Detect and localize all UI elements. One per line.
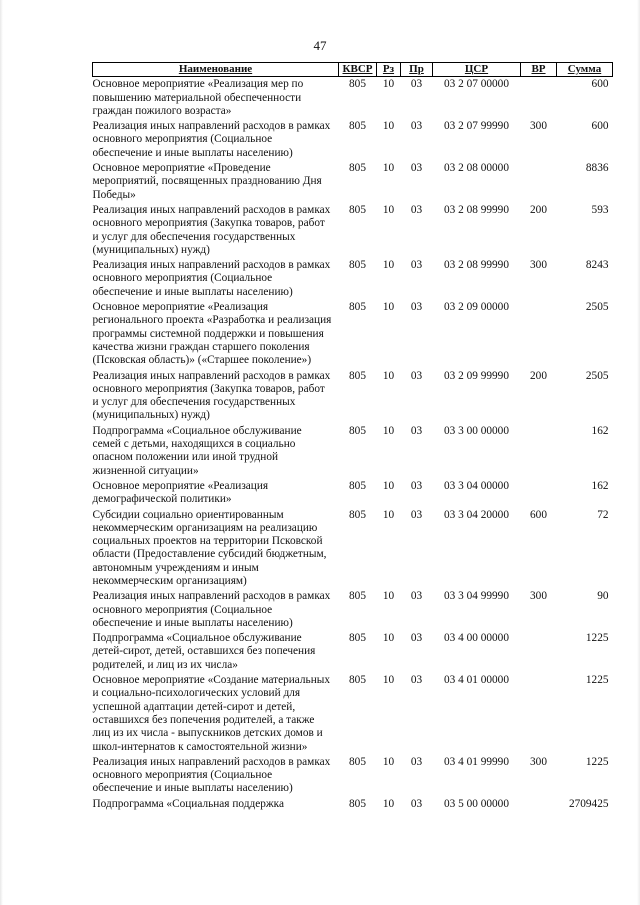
row-sum-cell: 72 (597, 508, 609, 521)
row-rz-cell: 10 (382, 797, 395, 810)
row-name-cell: Реализация иных направлений расходов в рамках основного мероприятия (Закупка товаров, работ и услуг для обеспечения государственных (муниципальных) нужд) (92, 369, 331, 422)
row-pr-cell: 03 (410, 797, 423, 810)
table-row (93, 631, 613, 673)
header-csr: ЦСР (433, 63, 521, 77)
row-sum-cell: 8836 (585, 162, 609, 175)
row-vr-cell (521, 479, 557, 508)
row-pr-cell: 03 (410, 369, 423, 382)
row-name-cell: Основное мероприятие «Реализация демографической политики» (92, 479, 269, 506)
header-sum: Сумма (557, 63, 613, 77)
row-csr-cell: 03 3 04 99990 (444, 590, 509, 603)
row-kvsr-cell: 805 (349, 590, 366, 603)
table-row (93, 258, 613, 300)
row-kvsr-cell: 805 (349, 755, 366, 768)
scan-edge-left (0, 0, 3, 905)
table-row (93, 508, 613, 590)
row-rz-cell: 10 (382, 479, 395, 492)
row-sum-cell: 2505 (585, 369, 609, 382)
row-sum-cell: 593 (591, 203, 609, 216)
row-sum-cell: 1225 (585, 674, 609, 687)
row-name-cell: Подпрограмма «Социальное обслуживание семей с детьми, находящихся в социально опасном положении или иной трудной жизненной ситуации» (92, 424, 302, 477)
row-name-cell: Субсидии социально ориентированным некоммерческим организациям на реализацию социальных проектов на территории Псковской области (Предоставление субсидий бюджетным, автономным учреждениям и иным некоммерческим организациям) (92, 508, 327, 587)
row-name-cell: Реализация иных направлений расходов в рамках основного мероприятия (Социальное обеспечение и иные выплаты населению) (92, 590, 331, 629)
row-sum-cell: 162 (591, 479, 609, 492)
row-vr-cell: 200 (530, 203, 547, 216)
row-vr-cell (521, 300, 557, 368)
row-rz-cell: 10 (382, 674, 395, 687)
row-vr-cell (521, 161, 557, 203)
row-rz-cell: 10 (382, 632, 395, 645)
row-kvsr-cell: 805 (349, 203, 366, 216)
row-pr-cell: 03 (410, 674, 423, 687)
budget-table (92, 62, 613, 812)
row-kvsr-cell: 805 (349, 632, 366, 645)
row-vr-cell (521, 673, 557, 755)
row-rz-cell: 10 (382, 203, 395, 216)
row-pr-cell: 03 (410, 78, 423, 91)
row-sum-cell: 8243 (585, 259, 609, 272)
row-kvsr-cell: 805 (349, 259, 366, 272)
row-csr-cell: 03 3 00 00000 (444, 424, 509, 437)
row-sum-cell: 162 (591, 424, 609, 437)
table-row (93, 203, 613, 258)
row-rz-cell: 10 (382, 424, 395, 437)
row-sum-cell: 90 (597, 590, 609, 603)
row-csr-cell: 03 2 09 99990 (444, 369, 509, 382)
row-kvsr-cell: 805 (349, 120, 366, 133)
row-vr-cell: 200 (530, 369, 547, 382)
table-row (93, 77, 613, 119)
row-pr-cell: 03 (410, 508, 423, 521)
row-name-cell: Реализация иных направлений расходов в рамках основного мероприятия (Социальное обеспечение и иные выплаты населению) (92, 120, 331, 159)
row-name-cell: Реализация иных направлений расходов в рамках основного мероприятия (Закупка товаров, работ и услуг для обеспечения государственных (муниципальных) нужд) (92, 203, 331, 256)
table-row (93, 300, 613, 368)
row-kvsr-cell: 805 (349, 369, 366, 382)
row-rz-cell: 10 (382, 120, 395, 133)
row-name-cell: Подпрограмма «Социальное обслуживание детей-сирот, детей, оставшихся без попечения родителей, и лиц из их числа» (92, 632, 316, 671)
row-vr-cell: 300 (530, 120, 547, 133)
table-row (93, 755, 613, 797)
table-row (93, 369, 613, 424)
row-csr-cell: 03 2 09 00000 (444, 301, 509, 314)
row-sum-cell: 1225 (585, 755, 609, 768)
row-kvsr-cell: 805 (349, 162, 366, 175)
row-sum-cell: 600 (591, 120, 609, 133)
row-rz-cell: 10 (382, 755, 395, 768)
row-vr-cell: 300 (530, 259, 547, 272)
row-sum-cell: 1225 (585, 632, 609, 645)
row-vr-cell (521, 77, 557, 119)
row-vr-cell (521, 631, 557, 673)
row-csr-cell: 03 2 08 99990 (444, 203, 509, 216)
table-row (93, 479, 613, 508)
row-pr-cell: 03 (410, 162, 423, 175)
row-kvsr-cell: 805 (349, 674, 366, 687)
row-vr-cell (521, 424, 557, 479)
row-csr-cell: 03 3 04 00000 (444, 479, 509, 492)
row-pr-cell: 03 (410, 632, 423, 645)
row-kvsr-cell: 805 (349, 508, 366, 521)
budget-table-wrap (92, 62, 612, 812)
row-pr-cell: 03 (410, 479, 423, 492)
header-rz: Рз (377, 63, 401, 77)
row-pr-cell: 03 (410, 203, 423, 216)
table-row (93, 797, 613, 812)
row-csr-cell: 03 2 07 99990 (444, 120, 509, 133)
row-name-cell: Реализация иных направлений расходов в рамках основного мероприятия (Социальное обеспечение и иные выплаты населению) (92, 259, 331, 298)
row-kvsr-cell: 805 (349, 479, 366, 492)
row-rz-cell: 10 (382, 508, 395, 521)
row-kvsr-cell: 805 (349, 424, 366, 437)
row-vr-cell (521, 797, 557, 812)
header-vr: ВР (521, 63, 557, 77)
row-kvsr-cell: 805 (349, 301, 366, 314)
row-pr-cell: 03 (410, 590, 423, 603)
row-pr-cell: 03 (410, 259, 423, 272)
table-row (93, 119, 613, 161)
row-rz-cell: 10 (382, 369, 395, 382)
row-name-cell: Реализация иных направлений расходов в рамках основного мероприятия (Социальное обеспечение и иные выплаты населению) (92, 755, 331, 795)
row-name-cell: Подпрограмма «Социальная поддержка (92, 797, 284, 810)
row-rz-cell: 10 (382, 162, 395, 175)
row-csr-cell: 03 4 01 00000 (444, 674, 509, 687)
row-rz-cell: 10 (382, 78, 395, 91)
row-csr-cell: 03 4 00 00000 (444, 632, 509, 645)
table-row (93, 161, 613, 203)
row-pr-cell: 03 (410, 120, 423, 133)
table-row (93, 673, 613, 755)
header-name: Наименование (93, 63, 339, 77)
row-sum-cell: 2505 (585, 301, 609, 314)
row-sum-cell: 600 (591, 78, 609, 91)
table-header-row (93, 63, 613, 77)
row-rz-cell: 10 (382, 259, 395, 272)
row-rz-cell: 10 (382, 590, 395, 603)
row-name-cell: Основное мероприятие «Реализация регионального проекта «Разработка и реализация программы системной поддержки и повышения качества жизни граждан старшего поколения (Псковская область)» («Старшее поколение») (92, 301, 332, 367)
row-csr-cell: 03 2 08 00000 (444, 162, 509, 175)
row-name-cell: Основное мероприятие «Реализация мер по повышению материальной обеспеченности граждан пожилого возраста» (92, 78, 304, 117)
row-name-cell: Основное мероприятие «Проведение мероприятий, посвященных празднованию Дня Победы» (92, 162, 322, 201)
table-row (93, 424, 613, 479)
row-csr-cell: 03 5 00 00000 (444, 797, 509, 810)
row-rz-cell: 10 (382, 301, 395, 314)
row-vr-cell: 300 (530, 590, 547, 603)
row-pr-cell: 03 (410, 301, 423, 314)
row-csr-cell: 03 3 04 20000 (444, 508, 509, 521)
row-csr-cell: 03 4 01 99990 (444, 755, 509, 768)
header-kvsr: КВСР (339, 63, 377, 77)
row-csr-cell: 03 2 07 00000 (444, 78, 509, 91)
page-number: 47 (313, 38, 327, 53)
row-kvsr-cell: 805 (349, 78, 366, 91)
row-name-cell: Основное мероприятие «Создание материальных и социально-психологических условий для успешной адаптации детей-сирот и детей, оставшихся без попечения родителей, а также лиц из их числа - выпускников детских домов и школ-интернатов к самостоятельной жизни» (92, 674, 330, 753)
table-row (93, 589, 613, 631)
row-vr-cell: 600 (530, 508, 547, 521)
row-vr-cell: 300 (530, 755, 547, 768)
row-csr-cell: 03 2 08 99990 (444, 259, 509, 272)
row-pr-cell: 03 (410, 755, 423, 768)
row-pr-cell: 03 (410, 424, 423, 437)
row-sum-cell: 2709425 (568, 797, 609, 810)
header-pr: Пр (401, 63, 433, 77)
row-kvsr-cell: 805 (349, 797, 366, 810)
